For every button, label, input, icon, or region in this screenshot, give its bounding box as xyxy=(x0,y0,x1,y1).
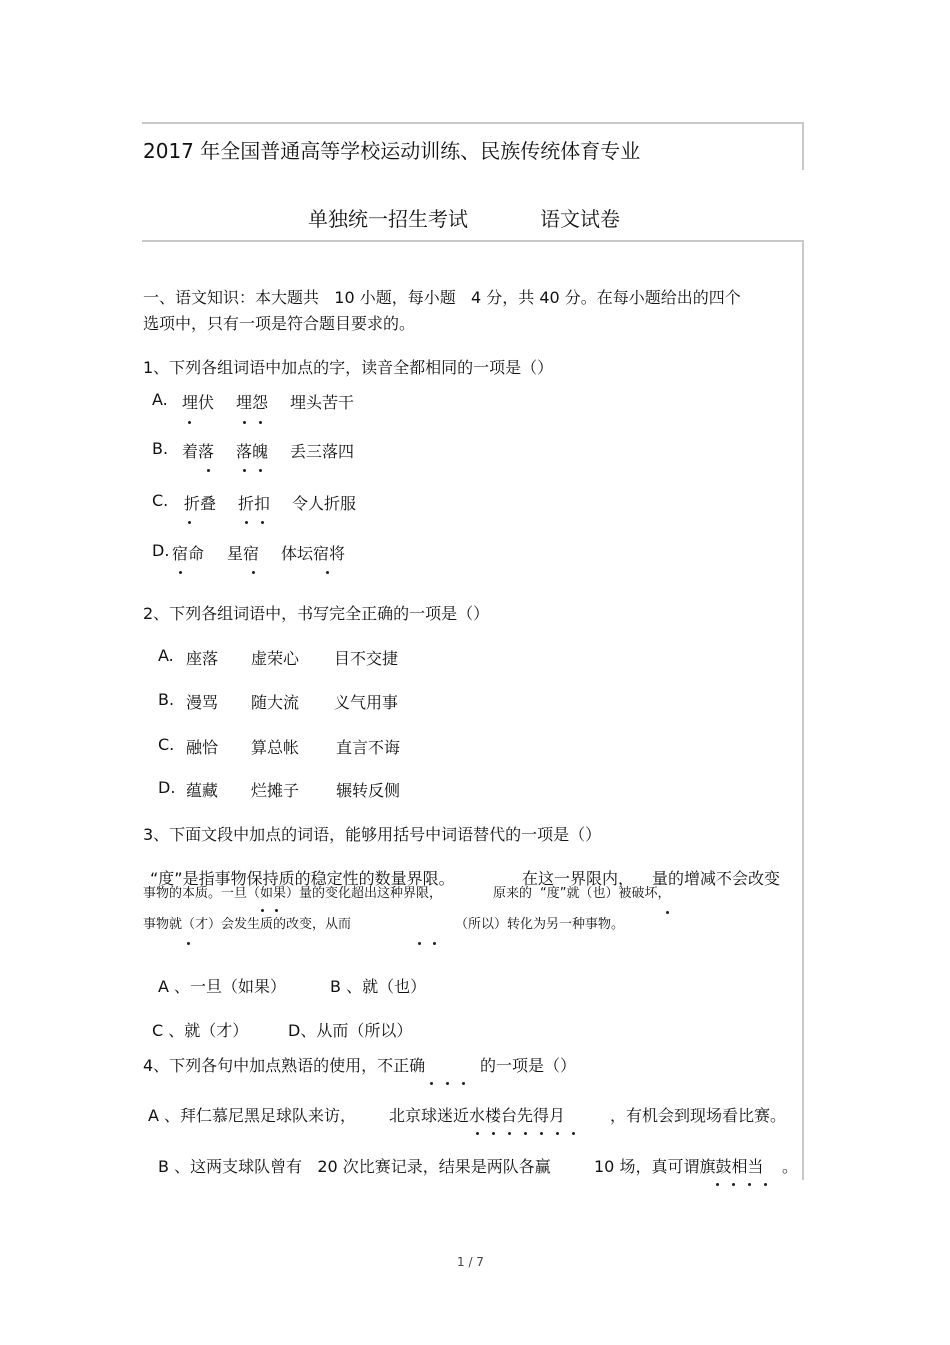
q3-passage-line3-b: （所以）转化为另一种事物。 xyxy=(455,917,625,932)
q4-option-a-part1: A 、拜仁慕尼黑足球队来访， xyxy=(148,1106,357,1125)
q1-option-a-label: A. xyxy=(152,390,168,409)
q4-option-b-idiom: 10 场，真可谓旗鼓相当 xyxy=(594,1157,764,1176)
emphasis-dot xyxy=(716,1183,719,1186)
q2-option-c-word2: 算总帐 xyxy=(251,738,300,757)
q4-option-a-part2: ，有机会到现场看比赛。 xyxy=(610,1106,787,1125)
q1-option-c-word2: 折扣 xyxy=(238,494,271,513)
emphasis-dot xyxy=(572,1132,575,1135)
q1-option-a-word1: 埋伏 xyxy=(182,393,215,412)
emphasis-dot xyxy=(243,421,246,424)
emphasis-dot xyxy=(430,1082,433,1085)
q3-option-d: D、从而（所以） xyxy=(288,1021,413,1040)
q2-option-a-word2: 虚荣心 xyxy=(251,649,300,668)
emphasis-dot xyxy=(326,571,329,574)
emphasis-dot xyxy=(508,1132,511,1135)
emphasis-dot xyxy=(207,469,210,472)
q3-passage-line1-c: 量的增减不会改变 xyxy=(652,869,781,888)
q3-option-a: A 、一旦（如果） xyxy=(158,977,287,996)
q2-option-d-label: D. xyxy=(158,778,176,797)
q2-option-c-word3: 直言不诲 xyxy=(336,738,401,757)
q3-passage-line1-b: 在这一界限内， xyxy=(522,869,635,888)
question-1-stem: 1、下列各组词语中加点的字，读音全都相同的一项是（） xyxy=(143,358,554,377)
q1-option-c-word3: 令人折服 xyxy=(292,494,357,513)
emphasis-dot xyxy=(259,469,262,472)
emphasis-dot xyxy=(492,1132,495,1135)
emphasis-dot xyxy=(556,1132,559,1135)
subtitle-exam: 单独统一招生考试 xyxy=(308,207,468,231)
section-intro-line2: 选项中，只有一项是符合题目要求的。 xyxy=(143,314,416,333)
emphasis-dot xyxy=(252,571,255,574)
q3-option-c: C 、就（才） xyxy=(152,1021,249,1040)
emphasis-dot xyxy=(275,909,278,912)
emphasis-dot xyxy=(418,942,421,945)
q1-option-b-word3: 丢三落四 xyxy=(290,442,355,461)
q3-passage-line2-c: “度”就（也）被破坏， xyxy=(540,886,671,901)
emphasis-dot xyxy=(243,469,246,472)
q4-option-b-part2: 。 xyxy=(782,1157,799,1176)
emphasis-dot xyxy=(462,1082,465,1085)
question-4-stem-a: 4、下列各句中加点熟语的使用，不正确 xyxy=(143,1056,426,1075)
q2-option-d-word3: 辗转反侧 xyxy=(336,781,401,800)
q3-passage-line1-a: “度”是指事物保持质的稳定性的数量界限。 xyxy=(150,869,455,888)
q1-option-b-word1: 着落 xyxy=(182,442,215,461)
emphasis-dot xyxy=(748,1183,751,1186)
emphasis-dot xyxy=(261,521,264,524)
question-4-stem-b: 的一项是（） xyxy=(480,1056,577,1075)
q1-option-b-label: B. xyxy=(152,439,169,458)
emphasis-dot xyxy=(764,1183,767,1186)
q1-option-c-word1: 折叠 xyxy=(184,494,217,513)
page-number: 1 / 7 xyxy=(457,1255,484,1269)
q2-option-b-word3: 义气用事 xyxy=(334,693,399,712)
q3-passage-line2-a: 事物的本质。一旦（如果）量的变化超出这种界限， xyxy=(143,886,443,901)
q1-option-d-label: D. xyxy=(152,541,170,560)
q1-option-d-word3: 体坛宿将 xyxy=(281,544,346,563)
q1-option-d-word1: 宿命 xyxy=(172,544,205,563)
emphasis-dot xyxy=(476,1132,479,1135)
title-rule xyxy=(142,240,804,242)
q2-option-a-label: A. xyxy=(158,646,174,665)
q1-option-a-word2: 埋怨 xyxy=(236,393,269,412)
emphasis-dot xyxy=(179,571,182,574)
q3-passage-line2-b: 原来的 xyxy=(493,886,533,901)
q2-option-a-word3: 目不交捷 xyxy=(334,649,399,668)
question-3-stem: 3、下面文段中加点的词语，能够用括号中词语替代的一项是（） xyxy=(143,825,602,844)
q3-passage-line3-a: 事物就（才）会发生质的改变，从而 xyxy=(143,917,352,932)
q2-option-d-word1: 蕴藏 xyxy=(186,781,219,800)
right-rule-body xyxy=(802,240,804,1180)
emphasis-dot xyxy=(666,911,669,914)
emphasis-dot xyxy=(188,421,191,424)
emphasis-dot xyxy=(524,1132,527,1135)
emphasis-dot xyxy=(245,521,248,524)
emphasis-dot xyxy=(446,1082,449,1085)
emphasis-dot xyxy=(261,909,264,912)
q4-option-a-idiom: 北京球迷近水楼台先得月 xyxy=(389,1106,566,1125)
document-title: 2017 年全国普通高等学校运动训练、民族传统体育专业 xyxy=(143,139,641,163)
q1-option-d-word2: 星宿 xyxy=(227,544,260,563)
q2-option-c-word1: 融恰 xyxy=(186,738,219,757)
emphasis-dot xyxy=(187,942,190,945)
q2-option-b-word2: 随大流 xyxy=(251,693,300,712)
top-rule xyxy=(142,122,804,124)
emphasis-dot xyxy=(540,1132,543,1135)
subtitle-paper: 语文试卷 xyxy=(540,207,620,231)
q2-option-d-word2: 烂摊子 xyxy=(251,781,300,800)
right-rule-top xyxy=(802,122,804,170)
q2-option-b-word1: 漫骂 xyxy=(186,693,219,712)
emphasis-dot xyxy=(433,942,436,945)
q1-option-b-word2: 落魄 xyxy=(236,442,269,461)
emphasis-dot xyxy=(259,421,262,424)
emphasis-dot xyxy=(188,521,191,524)
section-intro-line1: 一、语文知识：本大题共 10 小题，每小题 4 分，共 40 分。在每小题给出的四个 xyxy=(143,288,741,307)
q1-option-c-label: C. xyxy=(152,491,169,510)
q2-option-b-label: B. xyxy=(158,690,175,709)
q1-option-a-word3: 埋头苦干 xyxy=(290,393,355,412)
q4-option-b-part1: B 、这两支球队曾有 20 次比赛记录，结果是两队各赢 xyxy=(158,1157,551,1176)
q3-option-b: B 、就（也） xyxy=(330,977,427,996)
emphasis-dot xyxy=(732,1183,735,1186)
q2-option-c-label: C. xyxy=(158,735,175,754)
q2-option-a-word1: 座落 xyxy=(186,649,219,668)
question-2-stem: 2、下列各组词语中，书写完全正确的一项是（） xyxy=(143,604,490,623)
